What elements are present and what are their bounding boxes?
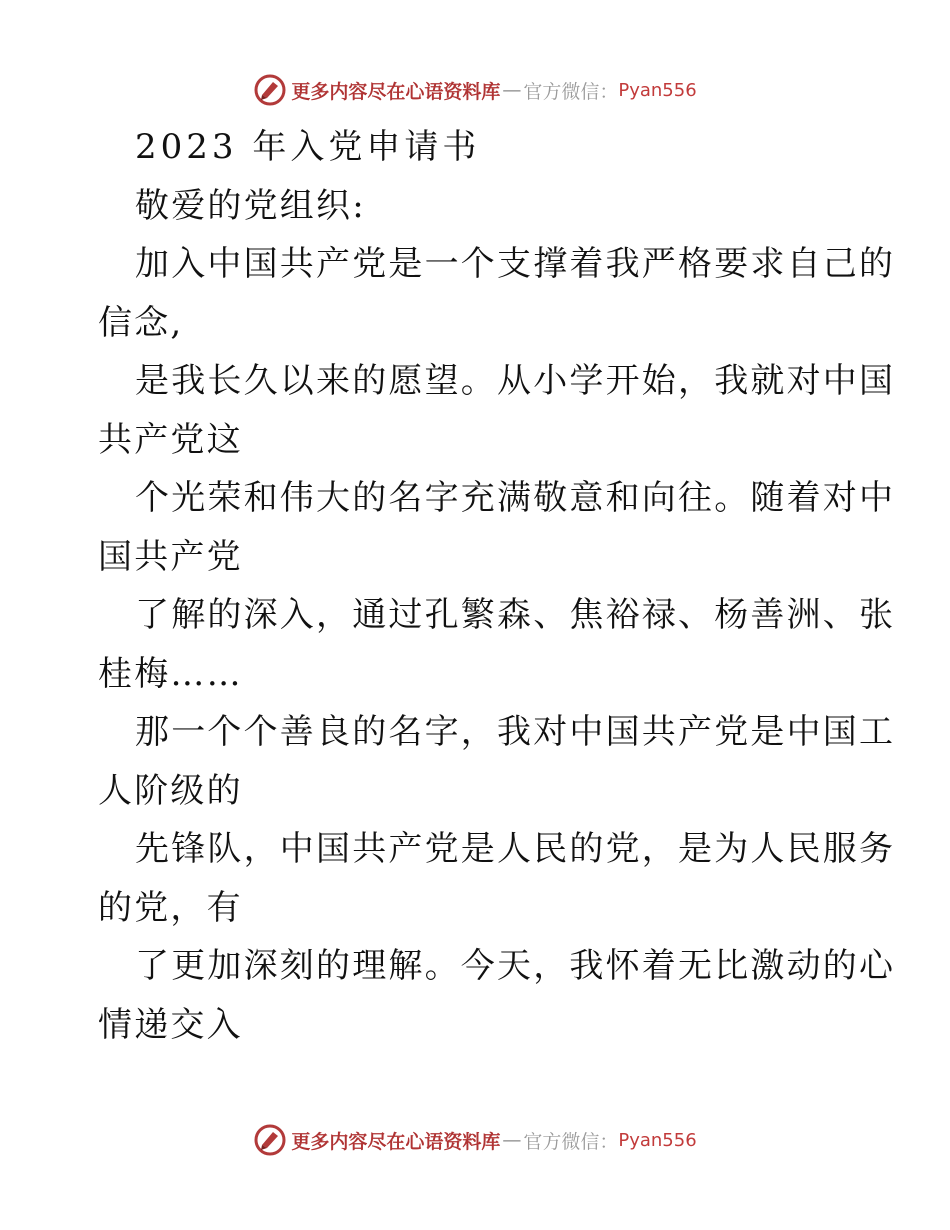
pen-circle-logo-icon	[253, 1123, 287, 1157]
paragraph-line: 国共产党	[98, 536, 243, 577]
watermark-official: 官方微信：	[523, 1130, 619, 1153]
document-greeting: 敬爱的党组织:	[135, 185, 366, 226]
watermark-text: 更多内容尽在心语资料库	[291, 80, 501, 103]
paragraph-line: 共产党这	[98, 419, 243, 460]
watermark-id: Pyan556	[618, 1129, 697, 1151]
watermark-id: Pyan556	[618, 79, 697, 101]
paragraph-line: 人阶级的	[98, 770, 243, 811]
paragraph-line: 那一个个善良的名字，我对中国共产党是中国工	[135, 712, 896, 752]
header-watermark	[0, 70, 950, 110]
watermark-dash: —	[502, 1129, 522, 1151]
paragraph-line: 先锋队，中国共产党是人民的党，是为人民服务	[135, 829, 896, 869]
paragraph-line: 了解的深入，通过孔繁森、焦裕禄、杨善洲、张	[135, 595, 896, 635]
paragraph-line: 桂梅……	[98, 653, 243, 694]
document-title: 2023 年入党申请书	[135, 127, 481, 167]
watermark-text: 更多内容尽在心语资料库	[291, 1130, 501, 1153]
document-body	[98, 118, 896, 1054]
watermark-dash: —	[502, 79, 522, 101]
paragraph-line: 信念,	[98, 302, 184, 343]
paragraph-line: 了更加深刻的理解。今天，我怀着无比激动的心	[135, 946, 896, 986]
pen-circle-logo-icon	[253, 73, 287, 107]
paragraph-line: 加入中国共产党是一个支撑着我严格要求自己的	[135, 244, 896, 284]
paragraph-line: 情递交入	[98, 1004, 243, 1045]
watermark-official: 官方微信：	[523, 80, 619, 103]
footer-watermark	[0, 1120, 950, 1160]
paragraph-line: 个光荣和伟大的名字充满敬意和向往。随着对中	[135, 478, 896, 518]
paragraph-line: 的党，有	[98, 887, 243, 928]
paragraph-line: 是我长久以来的愿望。从小学开始，我就对中国	[135, 361, 896, 401]
